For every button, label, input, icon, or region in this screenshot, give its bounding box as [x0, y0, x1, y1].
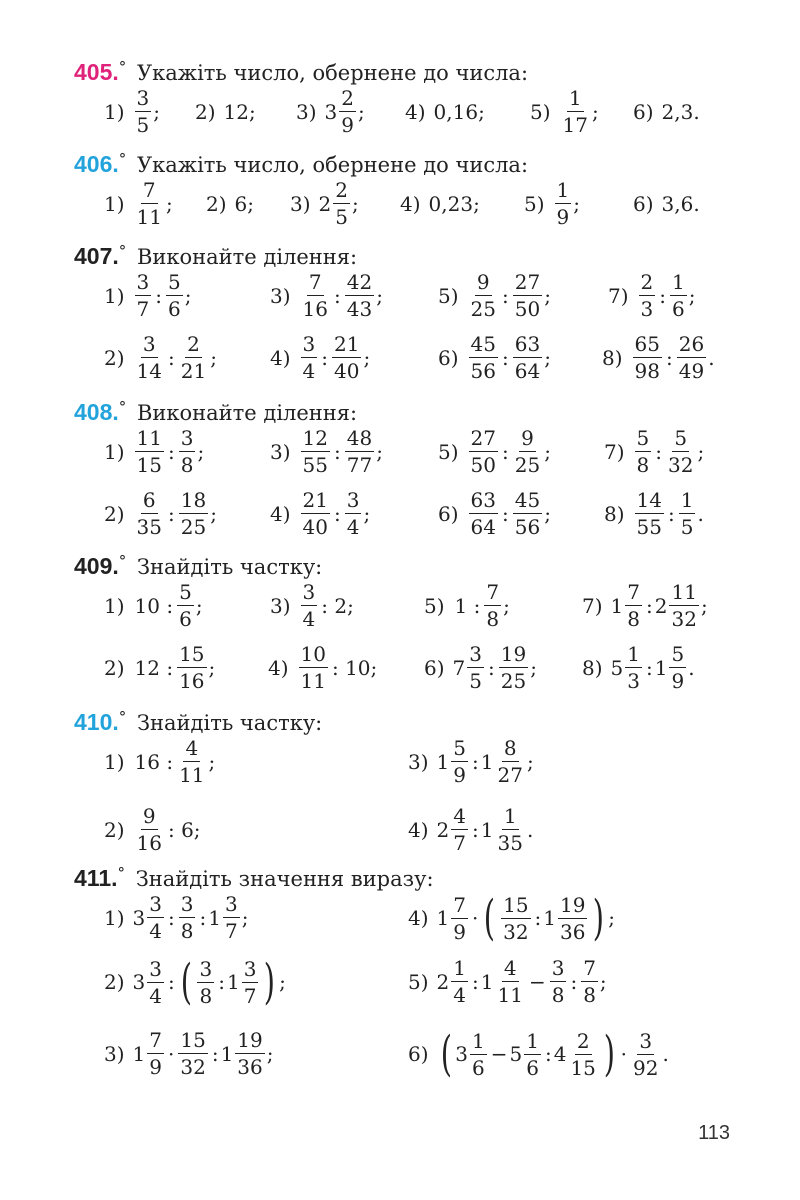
item-value: 0,16; — [433, 100, 485, 124]
exercise-405-heading — [74, 58, 528, 86]
fraction: 15 16 — [179, 642, 205, 693]
item-label: 7) — [604, 439, 625, 464]
fraction: 3 5 — [469, 642, 482, 693]
expr-411-5: 5) 2 1 4 : 1 4 11 − $\frac{3}{8}$ : 7 8 ; — [408, 956, 607, 1007]
item-label: 6) — [438, 345, 459, 370]
item-label: 3) — [296, 99, 317, 124]
item-label: 5) — [530, 99, 551, 124]
fraction: 3 4 — [302, 580, 316, 631]
fraction: 10 11 — [300, 642, 326, 693]
fraction: 65 98 — [634, 332, 660, 383]
exercise-item: 1) 10 : 5 6 ; — [104, 580, 203, 631]
exercise-411-heading — [74, 864, 434, 892]
exercise-title: Знайдіть частку: — [136, 555, 323, 579]
fraction: 3 7 — [136, 270, 150, 321]
item-label: 6) — [408, 1042, 429, 1066]
fraction: 2 9 — [341, 86, 354, 137]
degree-mark: ° — [118, 58, 127, 76]
item-label: 6) — [633, 100, 654, 124]
exercise-item: 2) 6 35 : 18 25 ; — [104, 488, 217, 539]
degree-mark: ° — [118, 552, 127, 570]
item-label: 5) — [438, 439, 459, 464]
item-label: 2) — [104, 970, 125, 994]
fraction: 9 16 — [136, 804, 162, 855]
item-label: 2) — [104, 817, 125, 842]
exercise-item: 7) 2 3 : 1 6 ; — [608, 270, 696, 321]
item-label: 5) — [408, 969, 429, 994]
item-label: 3) — [270, 439, 291, 464]
page-number: 113 — [698, 1122, 730, 1144]
item-label: 8) — [582, 655, 603, 680]
degree-mark: ° — [118, 398, 127, 416]
exercise-title: Знайдіть значення виразу: — [135, 867, 434, 891]
exercise-item — [195, 100, 256, 124]
fraction: 5 32 — [668, 426, 694, 477]
fraction: 1 3 — [627, 642, 640, 693]
exercise-item: 1) 3 7 : 5 6 ; — [104, 270, 192, 321]
exercise-item: 6) 7 3 5 : 19 25 ; — [424, 642, 537, 693]
fraction: 8 27 — [497, 736, 523, 787]
exercise-item: 2) 9 16 : 6; — [104, 804, 201, 855]
exercise-number: 409. — [74, 553, 119, 579]
fraction: 3 8 — [180, 426, 194, 477]
item-label: 4) — [270, 345, 291, 370]
item-label: 6) — [633, 192, 654, 216]
exercise-item — [206, 192, 254, 216]
fraction: 2 5 — [335, 178, 348, 229]
exercise-item — [633, 100, 700, 124]
item-label: 2) — [104, 345, 125, 370]
exercise-item: 5) 27 50 : 9 25 ; — [438, 426, 551, 477]
item-label: 4) — [270, 501, 291, 526]
exercise-title: Виконайте ділення: — [136, 401, 358, 425]
fraction: 11 32 — [671, 580, 697, 631]
exercise-item: 6) 45 56 : 63 64 ; — [438, 332, 551, 383]
fraction: 6 35 — [136, 488, 162, 539]
item-label: 4) — [405, 100, 426, 124]
fraction: 4 11 — [179, 736, 205, 787]
fraction: 45 56 — [514, 488, 541, 539]
item-label: 5) — [424, 593, 445, 618]
item-label: 8) — [604, 501, 625, 526]
fraction: 18 25 — [180, 488, 207, 539]
exercise-number: 407. — [74, 243, 119, 269]
exercise-item — [633, 192, 700, 216]
item-label: 1) — [104, 283, 125, 308]
item-label: 1) — [104, 905, 125, 930]
fraction: 42 43 — [346, 270, 373, 321]
item-value: 0,23; — [428, 192, 480, 216]
fraction: 14 55 — [636, 488, 662, 539]
fraction: 48 77 — [346, 426, 373, 477]
exercise-item: 5) 1 17 ; — [530, 86, 599, 137]
item-label: 2) — [195, 100, 216, 124]
fraction: 3 14 — [136, 332, 162, 383]
item-label: 4) — [408, 906, 429, 930]
item-label: 3) — [408, 749, 429, 774]
item-label: 3) — [104, 1041, 125, 1066]
exercise-item: 7) 5 8 : 5 32 ; — [604, 426, 705, 477]
exercise-item: 1) 16 : 4 11 ; — [104, 736, 216, 787]
exercise-title: Укажіть число, обернене до числа: — [136, 153, 529, 177]
exercise-item: 8) 65 98 : 26 49 . — [602, 332, 715, 383]
item-label: 1) — [104, 439, 125, 464]
fraction: 1 5 — [680, 488, 694, 539]
exercise-item: 5) 1 : 7 8 ; — [424, 580, 510, 631]
exercise-number: 405. — [74, 59, 119, 85]
exercise-item: 6) 63 64 : 45 56 ; — [438, 488, 551, 539]
expr-411-6: 6) ( 3 1 6 − 5 1 6 : 4 2 15 ) · 3 92 . — [408, 1026, 669, 1082]
exercise-item: 3) 3 2 9 ; — [296, 86, 365, 137]
fraction: 9 25 — [470, 270, 496, 321]
exercise-item: 1) 7 11 ; — [104, 178, 173, 229]
exercise-407-heading — [74, 242, 357, 270]
item-label: 3) — [270, 593, 291, 618]
item-label: 3) — [270, 283, 291, 308]
degree-mark: ° — [118, 708, 127, 726]
fraction: 5 9 — [453, 736, 466, 787]
exercise-number: 406. — [74, 151, 119, 177]
fraction: 3 5 — [136, 86, 150, 137]
item-label: 1) — [104, 99, 125, 124]
fraction: 63 64 — [514, 332, 541, 383]
item-label: 8) — [602, 345, 623, 370]
exercise-title: Виконайте ділення: — [136, 245, 358, 269]
fraction: 27 50 — [470, 426, 496, 477]
fraction: 19 25 — [500, 642, 527, 693]
expr-411-2: 2) 3 3 4 : ( 3 8 : 1 3 7 ) ; — [104, 954, 286, 1010]
item-label: 5) — [524, 191, 545, 216]
exercise-title: Знайдіть частку: — [136, 711, 323, 735]
expr-411-4: 4) 1 7 9 · ( 15 32 : 1 19 36 ) ; — [408, 890, 615, 946]
exercise-number: 408. — [74, 399, 119, 425]
item-label: 4) — [268, 655, 289, 680]
item-value: 3,6. — [661, 192, 700, 216]
fraction: 1 6 — [672, 270, 685, 321]
exercise-item: 5) 9 25 : 27 50 ; — [438, 270, 551, 321]
fraction: 7 8 — [627, 580, 640, 631]
item-value: 6; — [234, 192, 254, 216]
fraction: 1 17 — [562, 86, 588, 137]
fraction: 5 9 — [671, 642, 685, 693]
fraction: 2 21 — [180, 332, 207, 383]
exercise-408-heading — [74, 398, 357, 426]
exercise-item: 8) 14 55 : 1 5 . — [604, 488, 704, 539]
fraction: 27 50 — [514, 270, 541, 321]
exercise-item: 1) 11 15 : 3 8 ; — [104, 426, 205, 477]
item-label: 5) — [438, 283, 459, 308]
item-label: 6) — [438, 501, 459, 526]
exercise-item: 4) 21 40 : 3 4 ; — [270, 488, 371, 539]
exercise-item: 8) 5 1 3 : 1 5 9 . — [582, 642, 695, 693]
degree-mark: ° — [117, 864, 125, 882]
exercise-title: Укажіть число, обернене до числа: — [136, 61, 529, 85]
fraction: 2 3 — [640, 270, 654, 321]
item-label: 1) — [104, 191, 125, 216]
item-label: 3) — [290, 191, 311, 216]
item-label: 4) — [408, 817, 429, 842]
item-label: 1) — [104, 749, 125, 774]
fraction: 7 11 — [136, 178, 162, 229]
exercise-item: 3) 7 16 : 42 43 ; — [270, 270, 383, 321]
fraction: 7 8 — [486, 580, 500, 631]
exercise-item: 4) 3 4 : 21 40 ; — [270, 332, 371, 383]
fraction: 5 8 — [636, 426, 650, 477]
exercise-item: 3) 3 4 : 2; — [270, 580, 354, 631]
fraction: 5 6 — [168, 270, 181, 321]
exercise-item: 7) 1 7 8 : 2 11 32 ; — [582, 580, 708, 631]
item-label: 2) — [206, 192, 227, 216]
exercise-410-heading — [74, 708, 322, 736]
exercise-item: 3) 2 2 5 ; — [290, 178, 359, 229]
fraction: 63 64 — [470, 488, 496, 539]
exercise-item: 2) 3 14 : 2 21 ; — [104, 332, 217, 383]
fraction: 5 6 — [179, 580, 192, 631]
fraction: 12 55 — [302, 426, 328, 477]
expr-411-1: 1) 3 3 4 : 3 8 : 1 3 7 ; — [104, 892, 249, 943]
exercise-item: 3) 1 5 9 : 1 8 27 ; — [408, 736, 534, 787]
fraction: 7 16 — [302, 270, 328, 321]
exercise-item: 3) 12 55 : 48 77 ; — [270, 426, 383, 477]
exercise-number: 411. — [74, 865, 118, 891]
fraction: 21 40 — [302, 488, 328, 539]
item-label: 6) — [424, 655, 445, 680]
exercise-item — [405, 100, 485, 124]
fraction: 9 25 — [514, 426, 541, 477]
exercise-406-heading — [74, 150, 528, 178]
exercise-item: 4) 2 4 7 : 1 1 35 . — [408, 804, 534, 855]
exercise-item: 5) 1 9 ; — [524, 178, 581, 229]
item-label: 2) — [104, 655, 125, 680]
expr-411-3: 3) 1 7 9 · 15 32 : 1 19 36 ; — [104, 1028, 274, 1079]
fraction: 3 4 — [346, 488, 360, 539]
degree-mark: ° — [118, 242, 127, 260]
fraction: 45 56 — [470, 332, 496, 383]
item-value: 2,3. — [661, 100, 700, 124]
exercise-item: 4) 10 11 : 10; — [268, 642, 378, 693]
fraction: 4 7 — [453, 804, 466, 855]
fraction: 1 9 — [556, 178, 570, 229]
item-label: 1) — [104, 593, 125, 618]
degree-mark: ° — [118, 150, 127, 168]
exercise-item: 1) 3 5 ; — [104, 86, 161, 137]
item-label: 7) — [582, 593, 603, 618]
exercise-409-heading — [74, 552, 322, 580]
fraction: 26 49 — [678, 332, 705, 383]
exercise-item: 2) 12 : 15 16 ; — [104, 642, 216, 693]
fraction: 3 4 — [302, 332, 316, 383]
item-label: 7) — [608, 283, 629, 308]
exercise-number: 410. — [74, 709, 119, 735]
item-value: 12; — [223, 100, 256, 124]
exercise-item — [400, 192, 480, 216]
fraction: 21 40 — [334, 332, 360, 383]
item-label: 4) — [400, 192, 421, 216]
item-label: 2) — [104, 501, 125, 526]
fraction: 11 15 — [136, 426, 162, 477]
fraction: 1 35 — [497, 804, 523, 855]
